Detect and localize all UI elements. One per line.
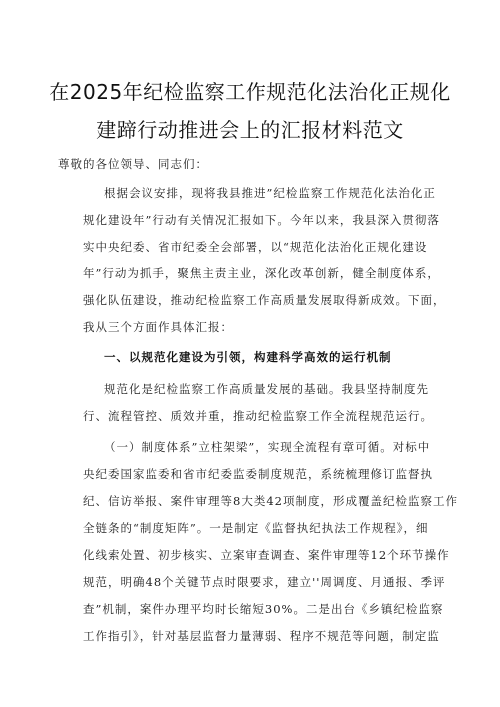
document-title-line-1: 在2025年纪检监察工作规范化法治化正规化 <box>49 80 451 104</box>
document-title-line-2: 建蹄行动推进会上的汇报材料范文 <box>96 118 404 142</box>
intro-line-6: 我从三个方面作具体汇报： <box>83 320 233 334</box>
salutation: 尊敬的各位领导、同志们： <box>58 157 208 171</box>
intro-line-4: 年”行动为抓手，聚焦主责主业，深化改革创新，健全制度体系， <box>83 266 440 280</box>
subsection1-line-7: 查”机制，案件办理平均时长缩短30%。二是出台《乡镇纪检监察 <box>83 602 444 616</box>
intro-line-1: 根据会议安排，现将我县推进”纪检监察工作规范化法治化正 <box>104 186 436 200</box>
subsection1-line-1: （一）制度体系”立柱架梁”，实现全流程有章可循。对标中 <box>104 440 431 454</box>
intro-line-3: 实中央纪委、省市纪委全会部署，以“规范化法治化正规化建设 <box>83 240 428 254</box>
section1-intro-line-2: 行、流程管控、质效并重，推动纪检监察工作全流程规范运行。 <box>83 409 433 423</box>
subsection1-line-5: 化线索处置、初步核实、立案审查调查、案件审理等12个环节操作 <box>83 548 450 562</box>
section1-intro-line-1: 规范化是纪检监察工作高质量发展的基础。我县坚持制度先 <box>104 382 429 396</box>
subsection1-line-3: 纪、信访举报、案件审理等8大类42项制度，形成覆盖纪检监察工作 <box>83 494 458 508</box>
section-heading-1: 一、以规范化建设为引领，构建科学高效的运行机制 <box>104 350 392 364</box>
intro-line-5: 强化队伍建设，推动纪检监察工作高质量发展取得新成效。下面， <box>83 293 446 307</box>
intro-line-2: 规化建设年”行动有关情况汇报如下。今年以来，我县深入贯彻落 <box>83 213 440 227</box>
subsection1-line-2: 央纪委国家监委和省市纪委监委制度规范，系统梳理修订监督执 <box>83 467 433 481</box>
subsection1-line-4: 全链条的“制度矩阵”。一是制定《监督执纪执法工作规程》，细 <box>83 521 429 535</box>
subsection1-line-8: 工作指引》，针对基层监督力量薄弱、程序不规范等问题，制定监 <box>83 629 440 643</box>
subsection1-line-6: 规范，明确48个关键节点时限要求，建立''周调度、月通报、季评 <box>83 575 446 589</box>
